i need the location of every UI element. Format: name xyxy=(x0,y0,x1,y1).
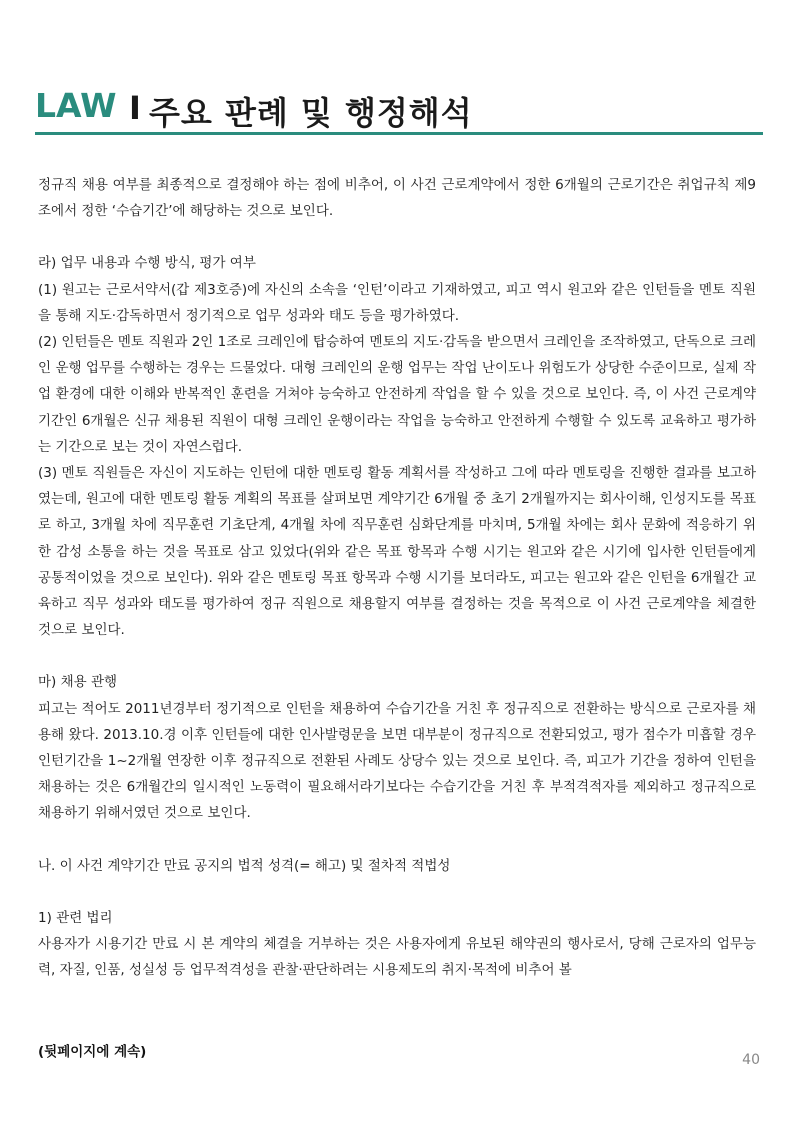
paragraph-gap xyxy=(38,827,756,853)
header-rule xyxy=(35,132,763,135)
paragraph-gap xyxy=(38,224,756,250)
page-title: 주요 판례 및 행정해석 xyxy=(149,94,473,132)
paragraph: (3) 멘토 직원들은 자신이 지도하는 인턴에 대한 멘토링 활동 계획서를 작성하고 그에 따라 멘토링을 진행한 결과를 보고하였는데, 원고에 대한 멘토링 활동 계획의 목표를 살펴보면 계약기간 6개월 중 초기 2개월까지는 회사이해, 인성지도를 목표로 하고, 3개월 차에 직무훈련 기초단계, 4개월 차에 직무훈련 심화단계를 마치며, 5개월 차에는 회사 문화에 적응하기 위한 감성 소통을 하는 것을 목표로 삼고 있었다(위와 같은 목표 항목과 수행 시기는 원고와 같은 시기에 입사한 인턴들에게 공통적이었을 것으로 보인다). 위와 같은 멘토링 목표 항목과 수행 시기를 보더라도, 피고는 원고와 같은 인턴을 6개월간 교육하고 직무 성과와 태도를 평가하여 정규 직원으로 채용할지 여부를 결정하는 것을 목적으로 이 사건 근로계약을 체결한 것으로 보인다. xyxy=(38,465,756,639)
section-tag: LAW xyxy=(35,86,117,125)
page-number: 40 xyxy=(742,1052,760,1068)
section-heading: 마) 채용 관행 xyxy=(38,674,118,691)
paragraph-gap xyxy=(38,643,756,669)
page-header xyxy=(35,86,763,136)
header-separator: I xyxy=(129,89,141,127)
paragraph: 정규직 채용 여부를 최종적으로 결정해야 하는 점에 비추어, 이 사건 근로계약에서 정한 6개월의 근로기간은 취업규칙 제9조에서 정한 ‘수습기간’에 해당하는 것으로 보인다. xyxy=(38,177,756,220)
paragraph: 피고는 적어도 2011년경부터 정기적으로 인턴을 채용하여 수습기간을 거친 후 정규직으로 전환하는 방식으로 근로자를 채용해 왔다. 2013.10.경 이후 인턴들에 대한 인사발령문을 보면 대부분이 정규직으로 전환되었고, 평가 점수가 미흡할 경우 인턴기간을 1~2개월 연장한 이후 정규직으로 전환된 사례도 상당수 있는 것으로 보인다. 즉, 피고가 기간을 정하여 인턴을 채용하는 것은 6개월간의 일시적인 노동력이 필요해서라기보다는 수습기간을 거친 후 부적격적자를 제외하고 정규직으로 채용하기 위해서였던 것으로 보인다. xyxy=(38,700,756,822)
paragraph-gap xyxy=(38,879,756,905)
document-body xyxy=(38,172,756,983)
section-heading: 나. 이 사건 계약기간 만료 공지의 법적 성격(= 해고) 및 절차적 적법성 xyxy=(38,857,451,874)
section-heading: 라) 업무 내용과 수행 방식, 평가 여부 xyxy=(38,255,256,272)
paragraph: (2) 인턴들은 멘토 직원과 2인 1조로 크레인에 탑승하여 멘토의 지도·감독을 받으면서 크레인을 조작하였고, 단독으로 크레인 운행 업무를 수행하는 경우는 드물었다. 대형 크레인의 운행 업무는 작업 난이도나 위험도가 상당한 수준이므로, 실제 작업 환경에 대한 이해와 반복적인 훈련을 거쳐야 능숙하고 안전하게 작업을 할 수 있을 것으로 보인다. 즉, 이 사건 근로계약 기간인 6개월은 신규 채용된 직원이 대형 크레인 운행이라는 작업을 능숙하고 안전하게 수행할 수 있도록 교육하고 평가하는 기간으로 보는 것이 자연스럽다. xyxy=(38,334,756,455)
paragraph: (1) 원고는 근로서약서(갑 제3호증)에 자신의 소속을 ‘인턴’이라고 기재하였고, 피고 역시 원고와 같은 인턴들을 멘토 직원을 통해 지도·감독하면서 정기적으로 업무 성과와 태도 등을 평가하였다. xyxy=(38,281,756,324)
section-heading: 1) 관련 법리 xyxy=(38,909,113,926)
paragraph: 사용자가 시용기간 만료 시 본 계약의 체결을 거부하는 것은 사용자에게 유보된 해약권의 행사로서, 당해 근로자의 업무능력, 자질, 인품, 성실성 등 업무적격성을 관찰·판단하려는 시용제도의 취지·목적에 비추어 볼 xyxy=(38,936,756,979)
continued-note: (뒷페이지에 계속) xyxy=(38,1044,147,1060)
